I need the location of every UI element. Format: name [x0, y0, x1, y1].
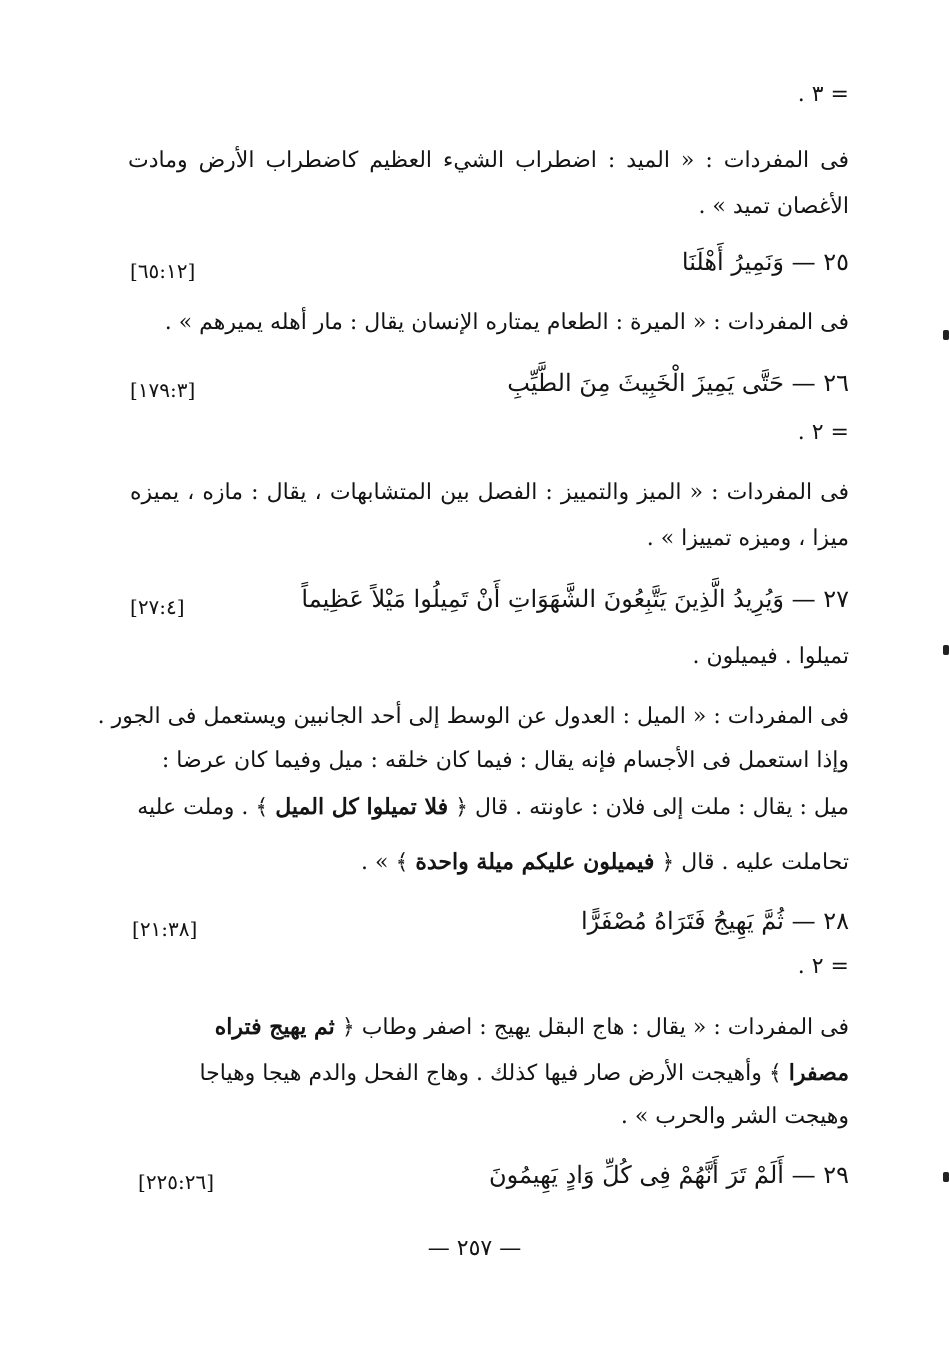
- text-run: ﴾ وأهيجت الأرض صار فيها كذلك . وهاج الفحل والدم هيجا وهياجا: [199, 1061, 782, 1086]
- mufradat-paragraph-line: [361, 847, 849, 878]
- verse-reference: [٢١:٣٨]: [132, 917, 198, 941]
- mufradat-paragraph: فى المفردات : « الميد : اضطراب الشيء العظيم كاضطراب الأرض ومادت الأغصان تميد » .: [128, 148, 849, 219]
- page-number: — ٢٥٧ —: [427, 1236, 522, 1261]
- verse-line: ٢٩ — أَلَمْ تَرَ أَنَّهُمْ فِى كُلِّ وَادٍ يَهِيمُونَ: [489, 1161, 849, 1189]
- quran-quote: فلا تميلوا كل الميل: [275, 794, 449, 820]
- verse-line: ٢٥ — وَنَمِيرُ أَهْلَنَا: [681, 248, 849, 276]
- scan-edge-mark: [943, 1172, 949, 1182]
- mufradat-paragraph-line: [199, 1058, 849, 1089]
- equals-line: = ٣ .: [797, 82, 849, 107]
- text-run: تحاملت عليه . قال ﴿: [661, 850, 849, 875]
- mufradat-paragraph-line: وإذا استعمل فى الأجسام فإنه يقال : فيما كان خلقه : ميل وفيما كان عرضا :: [161, 748, 849, 773]
- mufradat-paragraph: فى المفردات : « الميرة : الطعام يمتاره الإنسان يقال : مار أهله يميرهم » .: [164, 310, 849, 335]
- text-run: فى المفردات : « يقال : هاج البقل يهيج : اصفر وطاب ﴿: [341, 1015, 849, 1040]
- equals-line: = ٢ .: [797, 954, 849, 979]
- verse-reference: [١٧٩:٣]: [130, 378, 196, 402]
- equals-line: = ٢ .: [797, 420, 849, 445]
- mufradat-paragraph-line: وهيجت الشر والحرب » .: [620, 1104, 849, 1129]
- verse-reference: [٢٧:٤]: [130, 595, 185, 619]
- mufradat-paragraph-line: فى المفردات : « الميل : العدول عن الوسط إلى أحد الجانبين ويستعمل فى الجور .: [97, 704, 849, 729]
- scan-edge-mark: [943, 645, 949, 655]
- mufradat-paragraph-line: [137, 792, 849, 823]
- verse-reference: [٦٥:١٢]: [130, 259, 196, 283]
- quran-quote: ثم يهيج فتراه: [214, 1014, 335, 1040]
- verse-continuation: تميلوا . فيميلون .: [692, 644, 849, 669]
- text-run: ﴾ . وملت عليه: [137, 795, 269, 820]
- text-run: ميل : يقال : ملت إلى فلان : عاونته . قال ﴿: [455, 795, 849, 820]
- verse-line: ٢٦ — حَتَّى يَمِيزَ الْخَبِيثَ مِنَ الطَّيِّبِ: [507, 369, 849, 397]
- quran-quote: فيميلون عليكم ميلة واحدة: [415, 849, 655, 875]
- text-run: ﴾ » .: [361, 850, 409, 875]
- mufradat-paragraph: فى المفردات : « الميز والتمييز : الفصل بين المتشابهات ، يقال : مازه ، يميزه ميزا ، وميزه تمييزا » .: [130, 480, 849, 551]
- verse-reference: [٢٢٥:٢٦]: [138, 1170, 215, 1194]
- mufradat-paragraph-line: [215, 1012, 849, 1043]
- verse-line: ٢٧ — وَيُرِيدُ الَّذِينَ يَتَّبِعُونَ الشَّهَوَاتِ أَنْ تَمِيلُوا مَيْلاً عَظِيماً: [301, 585, 849, 613]
- verse-line: ٢٨ — ثُمَّ يَهِيجُ فَتَرَاهُ مُصْفَرًّا: [581, 907, 849, 935]
- quran-quote: مصفرا: [788, 1060, 849, 1086]
- scan-edge-mark: [943, 330, 949, 340]
